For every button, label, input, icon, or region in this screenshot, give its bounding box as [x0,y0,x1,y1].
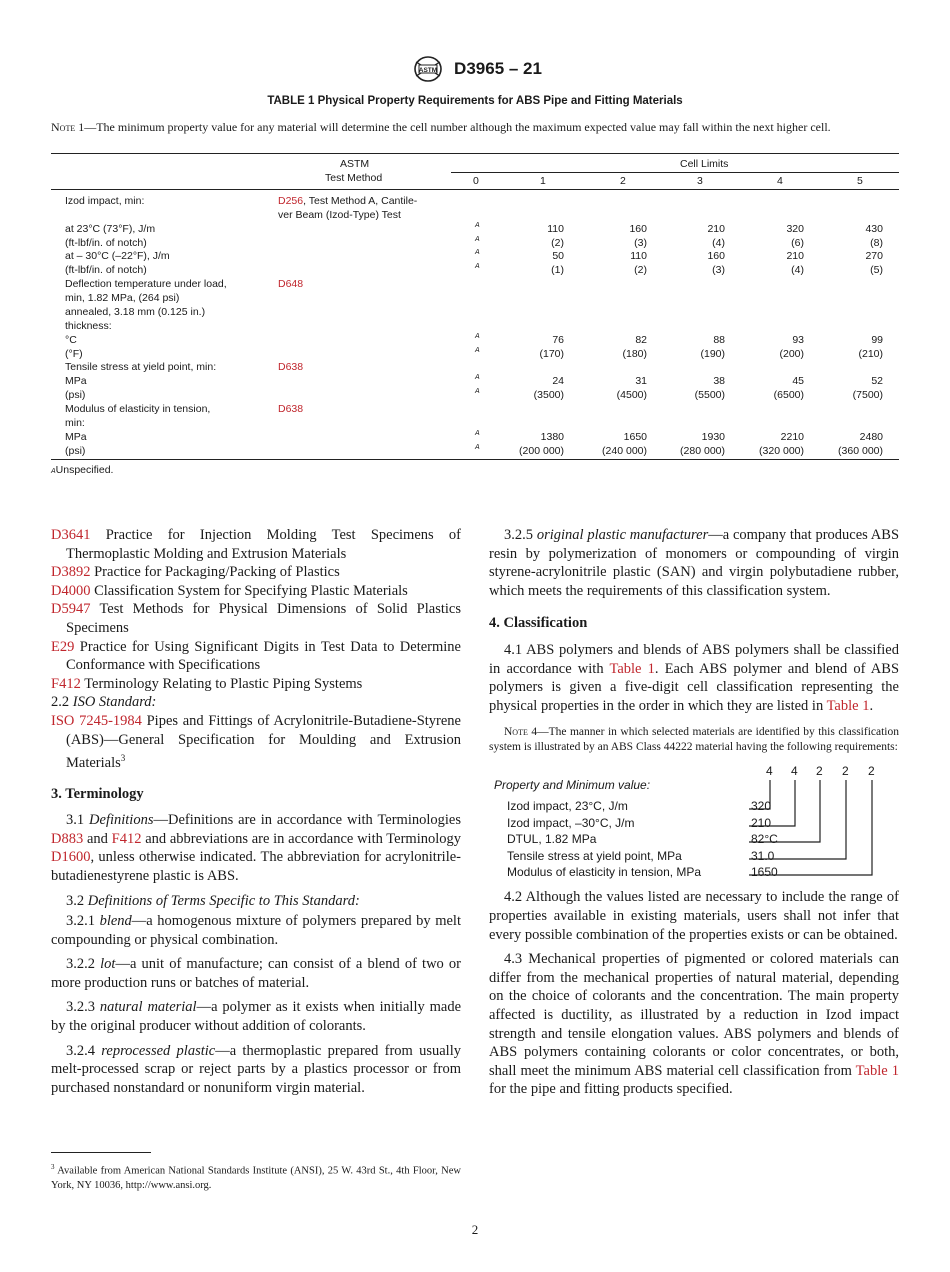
p323-text: —a polymer as it exists when initially made by the original producer without addition of colorants. [51,999,462,1035]
ref-table-1-c[interactable]: Table 1 [855,1062,899,1079]
row-mpsi-cell4: (320 000) [759,445,804,457]
footnote-marker: A [51,468,56,475]
row-izod23b-cell0-note: A [475,236,480,243]
ref-f412[interactable]: F412 [51,675,81,692]
row-degf-cell1: (170) [539,348,564,360]
ref-iso-7245[interactable]: ISO 7245-1984 [51,712,142,729]
table-top-rule [51,153,899,154]
row-tpsi-cell4: (6500) [773,389,804,401]
row-tpsi-cell2: (4500) [616,389,647,401]
row-izod23-cell1: 110 [547,223,564,235]
row-mpsi-cell1: (200 000) [519,445,564,457]
row-izodm30b-cell2: (2) [634,264,647,276]
note4-text: —The manner in which selected materials are identified by this classification system is illustrated by an ABS Class 44222 material having the following requirements: [489,726,899,753]
p31-number: 3.1 [66,812,85,829]
ref-e29[interactable]: E29 [51,638,75,655]
paragraph-3-2-1 [51,912,461,949]
figure-digit-3: 2 [816,764,823,779]
row-izod23b-cell1: (2) [551,237,564,249]
reference-item [51,638,461,675]
row-degf-cell5: (210) [858,348,883,360]
row-modulus-l1: Modulus of elasticity in tension, [65,403,211,415]
row-izod23-cell4: 320 [786,223,804,235]
p325-number: 3.2.5 [504,527,533,543]
reference-list [51,526,461,693]
row-izod23b-cell5: (8) [870,237,883,249]
p41-text-c: . [869,697,874,714]
svg-text:ASTM: ASTM [418,66,438,74]
reference-title: Terminology Relating to Plastic Piping Systems [80,675,363,692]
row-izod23-label: at 23°C (73°F), J/m [65,223,156,235]
header-cell-2: 2 [620,175,626,187]
row-tpsi-cell0-note: A [475,388,480,395]
page-header [0,56,950,82]
header-cell-5: 5 [857,175,863,187]
reference-title: Practice for Packaging/Packing of Plastics [90,564,340,581]
figure-row-label: Izod impact, –30°C, J/m [507,816,635,831]
p41-text-b: . Each ABS polymer and blend of ABS polymers is given a five-digit cell classification representing the physical properties in the order in which they are listed in [489,660,900,714]
row-tmpa-label: MPa [65,375,87,387]
ref-d883[interactable]: D883 [51,830,84,847]
p31-term: Definitions [89,812,154,829]
header-cell-4: 4 [777,175,783,187]
p325-term: original plastic manufacturer [536,527,709,543]
row-mmpa-cell4: 2210 [780,431,804,443]
note-label: Note 1 [51,120,85,134]
row-izod23b-cell3: (4) [712,237,725,249]
header-test-method-l1: ASTM [340,158,370,170]
row-degc-cell4: 93 [792,334,804,346]
note-text: —The minimum property value for any material will determine the cell number although the maximum expected value may fall within the next higher cell. [84,120,831,134]
figure-row-label: DTUL, 1.82 MPa [507,832,597,847]
p322-term: lot [100,956,116,973]
left-column [51,526,461,1103]
p324-term: reprocessed plastic [101,1042,216,1059]
figure-digit-2: 4 [791,764,798,779]
iso-ref-text: Pipes and Fittings of Acrylonitrile-Butadiene-Styrene (ABS)—General Specification for Moulding and Extrusion Materials [66,712,461,771]
row-mpsi-cell3: (280 000) [680,445,725,457]
row-deflection-l4: thickness: [65,320,112,332]
row-mpsi-label: (psi) [65,445,86,457]
paragraph-3-1 [51,811,461,885]
p32-text: Definitions of Terms Specific to This Standard: [87,892,360,909]
p41-text-a: 4.1 ABS polymers and blends of ABS polymers shall be classified in accordance with [489,641,899,677]
row-mmpa-cell1: 1380 [540,431,564,443]
row-degf-cell2: (180) [622,348,647,360]
row-degf-cell3: (190) [700,348,725,360]
paragraph-3-2-2 [51,955,461,992]
row-izodm30-cell1: 50 [552,250,564,262]
row-izod23b-cell2: (3) [634,237,647,249]
ref-d638-modulus[interactable]: D638 [278,403,304,415]
row-mmpa-cell5: 2480 [859,431,883,443]
table-note-1 [51,120,899,135]
p325-text: —a company that produces ABS resin by polymerization of monomers or compounding of virgin styrene-acrylonitrile plastic (SAN) and virgin polybutadiene rubber, which meets the requirements of this classification system. [489,527,900,599]
header-cell-limits: Cell Limits [680,158,729,170]
note-4 [489,725,899,754]
row-izodm30b-cell3: (3) [712,264,725,276]
footnote-rule [51,1152,151,1153]
row-izodm30b-cell4: (4) [791,264,804,276]
row-degf-label: (°F) [65,348,83,360]
row-izod23-cell3: 210 [707,223,725,235]
table-title: TABLE 1 Physical Property Requirements for ABS Pipe and Fitting Materials [267,95,683,107]
row-izod-label: Izod impact, min: [65,195,145,207]
p321-text: —a homogenous mixture of polymers prepared by melt compounding or physical combination. [51,913,461,948]
row-mpsi-cell5: (360 000) [838,445,883,457]
p324-text: —a thermoplastic prepared from usually melt-processed scrap or reject parts by a plastics processor or from purchased nonstandard or nonuniform virgin material. [51,1042,461,1096]
p31-text-a: —Definitions are in accordance with Terminologies [153,812,461,829]
section-4-heading: 4. Classification [489,615,588,632]
reference-title: Classification System for Specifying Plastic Materials [90,582,408,599]
row-izodm30-cell3: 160 [707,250,725,262]
row-izodm30-cell4: 210 [786,250,804,262]
p324-number: 3.2.4 [66,1042,95,1059]
ref-d5947[interactable]: D5947 [51,601,91,618]
reference-title: Practice for Injection Molding Test Specimens of Thermoplastic Molding and Extrusion Materials [66,527,461,562]
ref-d638-tensile[interactable]: D638 [278,361,304,373]
right-column [489,526,899,1105]
row-mpsi-cell2: (240 000) [602,445,647,457]
p31-text-d: , unless otherwise indicated. The abbreviation for acrylonitrile-butadienestyrene plastic is ABS. [51,849,461,884]
row-tmpa-cell5: 52 [871,375,883,387]
figure-row-value: 320 [751,799,772,814]
classification-example-figure [489,762,899,880]
row-izodm30-cell2: 110 [630,250,647,262]
row-tmpa-cell3: 38 [713,375,725,387]
figure-digit-4: 2 [842,764,849,779]
header-cell-1: 1 [540,175,546,187]
row-tpsi-cell1: (3500) [533,389,564,401]
row-izodm30b-cell1: (1) [551,264,564,276]
figure-row-label: Izod impact, 23°C, J/m [507,799,628,814]
row-deflection-l1: Deflection temperature under load, [65,278,227,290]
row-tensile-label: Tensile stress at yield point, min: [65,361,217,373]
p322-number: 3.2.2 [66,956,95,973]
p43-text-b: for the pipe and fitting products specified. [489,1081,733,1098]
row-tpsi-label: (psi) [65,389,86,401]
paragraph-3-2-5 [489,526,899,600]
figure-row-label: Tensile stress at yield point, MPa [507,849,682,864]
paragraph-3-2-3 [51,998,461,1035]
paragraph-4-1 [489,641,899,715]
row-izodm30b-cell0-note: A [475,263,480,270]
header-cell-3: 3 [697,175,703,187]
row-izod23-cell5: 430 [865,223,883,235]
page-number: 2 [471,1222,479,1237]
standard-designation: D3965 – 21 [454,59,542,78]
row-izodm30b-cell5: (5) [870,264,883,276]
row-izodm30b-label: (ft-lbf/in. of notch) [65,264,147,276]
header-cell-0: 0 [473,175,479,187]
ref-d4000[interactable]: D4000 [51,582,91,599]
ref-f412[interactable]: F412 [111,830,142,847]
row-tmpa-cell0-note: A [475,374,480,381]
row-izodm30-label: at – 30°C (–22°F), J/m [65,250,170,262]
footnote-text: Unspecified. [55,464,114,476]
row-izod23b-label: (ft-lbf/in. of notch) [65,237,147,249]
izod-method-text: , Test Method A, Cantile- [303,195,418,207]
ref-d3892[interactable]: D3892 [51,564,91,581]
table-bottom-rule [51,459,899,460]
iso-reference [51,712,461,773]
p321-term: blend [99,913,132,930]
astm-logo-icon [408,56,448,82]
figure-row-value: 82°C [751,832,778,847]
row-mpsi-cell0-note: A [475,444,480,451]
reference-title: Practice for Using Significant Digits in Test Data to Determine Conformance with Specifications [66,638,461,674]
ref-d3641[interactable]: D3641 [51,527,91,543]
reference-title: Test Methods for Physical Dimensions of Solid Plastics Specimens [66,601,461,636]
figure-row-value: 210 [751,816,772,831]
row-deflection-l3: annealed, 3.18 mm (0.125 in.) [65,306,206,318]
p323-term: natural material [99,999,197,1016]
table-footnote [51,463,113,479]
iso-heading-number: 2.2 [51,694,70,711]
row-izodm30-cell5: 270 [865,250,883,262]
page-footnote [51,1160,461,1194]
row-tmpa-cell1: 24 [552,375,564,387]
p321-number: 3.2.1 [66,913,95,930]
figure-digit-1: 4 [766,764,773,779]
row-tmpa-cell4: 45 [792,375,804,387]
paragraph-4-3 [489,950,899,1099]
iso-heading [51,693,461,712]
ref-d256[interactable]: D256 [278,195,304,207]
reference-item [51,600,461,637]
p43-text-a: 4.3 Mechanical properties of pigmented or colored materials can differ from the mechanical properties of natural material, depending on the choice of colorants and the concentration. The main property affected is ductility, as illustrated by a reduction in Izod impact strength and tensile elongation values. ABS polymers and blends of ABS polymers containing colorants or color concentrates, or both, shall meet the minimum ABS material cell classification from [489,951,899,1079]
figure-row-value: 1650 [751,865,778,880]
row-degc-cell5: 99 [871,334,883,346]
row-izod23b-cell4: (6) [791,237,804,249]
row-mmpa-label: MPa [65,431,87,443]
row-tpsi-cell5: (7500) [852,389,883,401]
section-3-heading: 3. Terminology [51,785,144,802]
row-izod23-cell2: 160 [629,223,647,235]
row-izod-method [278,194,417,208]
figure-row-value: 31.0 [751,849,775,864]
reference-item [51,526,461,563]
ref-table-1-a[interactable]: Table 1 [609,660,655,677]
row-tpsi-cell3: (5500) [694,389,725,401]
paragraph-3-2 [51,892,461,911]
row-degf-cell4: (200) [779,348,804,360]
row-degf-cell0-note: A [475,347,480,354]
row-degc-cell3: 88 [713,334,725,346]
row-izod23-cell0-note: A [475,222,480,229]
row-tmpa-cell2: 31 [635,375,647,387]
row-izodm30-cell0-note: A [475,249,480,256]
row-izod-method-l2: ver Beam (Izod-Type) Test [278,209,401,221]
paragraph-4-2: 4.2 Although the values listed are necessary to include the range of properties available in existing materials, users shall not infer that every possible combination of the properties exists or can be obtained. [489,889,899,943]
p323-number: 3.2.3 [66,999,95,1016]
header-subrule [451,172,899,173]
row-degc-label: °C [65,334,77,346]
p31-text-c: and abbreviations are in accordance with Terminology [141,830,462,847]
footnote-body: Available from American National Standards Institute (ANSI), 25 W. 43rd St., 4th Floor, New York, NY 10036, http://www.ansi.org. [51,1165,461,1191]
row-degc-cell0-note: A [475,333,480,340]
row-degc-cell2: 82 [635,334,647,346]
header-bottom-rule [51,189,899,190]
reference-item [51,563,461,582]
paragraph-3-2-4 [51,1042,461,1098]
reference-item [51,675,461,694]
footnote-number: 3 [51,1163,55,1171]
row-modulus-l2: min: [65,417,85,429]
row-degc-cell1: 76 [552,334,564,346]
reference-item [51,582,461,601]
figure-header: Property and Minimum value: [494,778,651,793]
ref-d1600[interactable]: D1600 [51,849,91,866]
iso-heading-text: ISO Standard: [72,694,157,711]
figure-row-label: Modulus of elasticity in tension, MPa [507,865,702,880]
ref-d648[interactable]: D648 [278,278,304,290]
header-test-method-l2: Test Method [325,172,383,184]
iso-ref-footnote-mark: 3 [120,753,126,764]
row-mmpa-cell3: 1930 [701,431,725,443]
note4-label: Note 4 [504,726,538,739]
p31-text-b: and [83,830,112,847]
p32-number: 3.2 [66,892,85,909]
ref-table-1-b[interactable]: Table 1 [826,697,870,714]
row-mmpa-cell0-note: A [475,430,480,437]
figure-digit-5: 2 [868,764,875,779]
p322-text: —a unit of manufacture; can consist of a blend of two or more production runs or batches of material. [51,956,462,991]
row-mmpa-cell2: 1650 [623,431,647,443]
row-deflection-l2: min, 1.82 MPa, (264 psi) [65,292,180,304]
